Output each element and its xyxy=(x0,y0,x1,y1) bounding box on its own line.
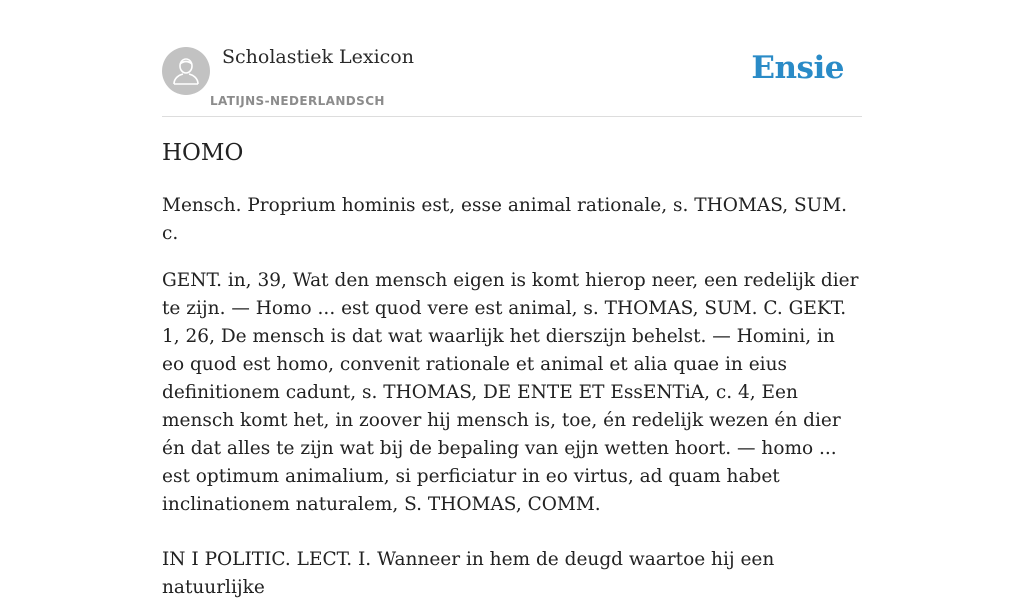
lexicon-header xyxy=(162,0,862,117)
lexicon-subtitle: LATIJNS-NEDERLANDSCH xyxy=(210,94,385,108)
page xyxy=(162,0,862,598)
user-icon xyxy=(162,47,210,95)
entry-headword: HOMO xyxy=(162,140,244,166)
avatar[interactable] xyxy=(162,47,210,95)
entry-definition xyxy=(162,192,862,602)
definition-paragraph: GENT. in, 39, Wat den mensch eigen is komt hierop neer, een redelijk dier te zijn. — Homo ... est quod vere est animal, s. THOMAS, SUM. C. GEKT. 1, 26, De mensch is dat wat waarlijk het dierszijn behelst. — Homini, in eo quod est homo, convenit rationale et animal et alia quae in eius definitionem cadunt, s. THOMAS, DE ENTE ET EssENTiA, c. 4, Een mensch komt het, in zoover hij mensch is, toe, én redelijk wezen én dier én dat alles te zijn wat bij de bepaling van ejjn wetten hoort. — homo ... est optimum animalium, si perficiatur in eo virtus, ad quam habet inclinationem naturalem, S. THOMAS, COMM. xyxy=(162,270,859,515)
ensie-logo-link[interactable]: Ensie xyxy=(751,50,844,86)
definition-paragraph: IN I POLITIC. LECT. I. Wanneer in hem de deugd waartoe hij een natuurlijke xyxy=(162,549,775,598)
definition-paragraph: Mensch. Proprium hominis est, esse animal rationale, s. THOMAS, SUM. c. xyxy=(162,195,848,244)
lexicon-title[interactable]: Scholastiek Lexicon xyxy=(222,46,414,68)
